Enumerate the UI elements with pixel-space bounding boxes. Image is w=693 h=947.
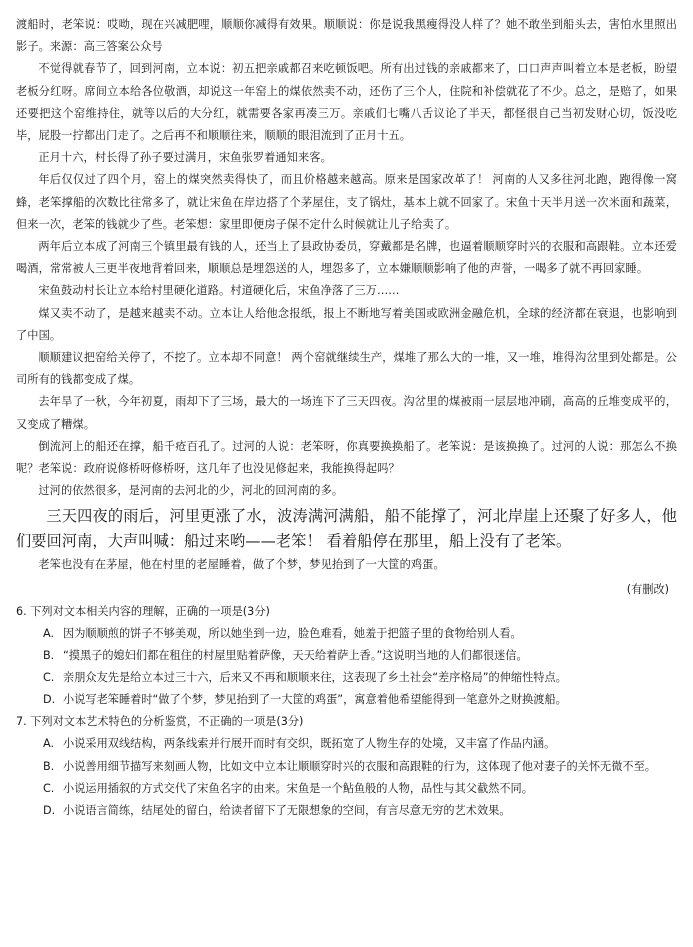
question-6-option-a xyxy=(16,623,677,645)
passage-paragraph-8: 顺顺建议把窑给关停了，不挖了。立本却不同意！ 两个窑就继续生产，煤堆了那么大的一堆，又一堆，堆得沟岔里到处都是。公司所有的钱都变成了煤。 xyxy=(16,351,677,387)
question-7-option-b xyxy=(16,756,677,778)
passage-paragraph-1: 渡船时，老笨说：哎呦，现在兴减肥哩，顺顺你减得有效果。顺顺说：你是说我黑瘦得没人样了？她不敢坐到船头去，害怕水里照出影子。来源：高三答案公众号 xyxy=(16,18,677,54)
passage xyxy=(16,14,677,601)
question-7-stem: 7. 下列对文本艺术特色的分析鉴赏，不正确的一项是(3分) xyxy=(16,715,304,729)
passage-paragraph-3: 正月十六，村长得了孙子要过满月，宋鱼张罗着通知来客。 xyxy=(38,151,332,165)
passage-paragraph-5: 两年后立本成了河南三个镇里最有钱的人，还当上了县政协委员，穿戴都是名牌，也逼着顺顺穿时兴的衣服和高跟鞋。立本还爱喝酒，常常被人三更半夜地背着回来，顺顺总是埋怨送的人，埋怨多了，立本嫌顺顺影响了他的声誉，一喝多了就不再回家睡。 xyxy=(16,240,677,276)
question-6-options xyxy=(16,623,677,712)
option-letter: C. xyxy=(43,781,55,795)
option-text: 因为顺顺煎的饼子不够美观，所以她坐到一边，脸色难看，她羞于把篮子里的食物给别人看。 xyxy=(63,626,522,640)
question-7-options xyxy=(16,733,677,822)
passage-paragraph-6: 宋鱼鼓动村长让立本给村里硬化道路。村道硬化后，宋鱼净落了三万…… xyxy=(38,284,400,298)
option-letter: C. xyxy=(43,671,55,685)
option-text: 小说善用细节描写来刻画人物，比如文中立本让顺顺穿时兴的衣服和高跟鞋的行为，这体现了他对妻子的关怀无微不至。 xyxy=(63,759,656,773)
option-letter: D. xyxy=(43,693,56,707)
option-letter: B. xyxy=(43,759,55,773)
source-note: (有删改) xyxy=(626,582,669,596)
passage-paragraph-9: 去年旱了一秋，今年初夏，雨却下了三场，最大的一场连下了三天四夜。沟岔里的煤被雨一层层地冲刷，高高的丘堆变成平的，又变成了糟煤。 xyxy=(16,395,677,431)
passage-final-paragraph: 老笨也没有在茅屋，他在村里的老屋睡着，做了个梦，梦见抬到了一大筐的鸡蛋。 xyxy=(38,558,445,572)
option-text: 小说采用双线结构，两条线索并行展开而时有交织，既拓宽了人物生存的处境，又丰富了作品内涵。 xyxy=(63,737,556,751)
passage-paragraph-11: 过河的依然很多，是河南的去河北的少，河北的回河南的多。 xyxy=(38,484,344,498)
question-7-option-c xyxy=(16,778,677,800)
passage-large-paragraph: 三天四夜的雨后，河里更涨了水，波涛满河满船，船不能撑了，河北岸崖上还聚了好多人，他们要回河南，大声叫喊：船过来哟——老笨！ 看着船停在那里，船上没有了老笨。 xyxy=(16,507,677,550)
passage-paragraph-7: 煤又卖不动了，是越来越卖不动。立本让人给他念报纸，报上不断地写着美国或欧洲金融危机，全球的经济都在衰退，也影响到了中国。 xyxy=(16,306,677,342)
question-6-stem: 6. 下列对文本相关内容的理解，正确的一项是(3分) xyxy=(16,604,270,618)
question-7-option-d xyxy=(16,800,677,822)
option-text: 小说写老笨睡着时“做了个梦，梦见抬到了一大筐的鸡蛋”，寓意着他希望能得到一笔意外之财换渡船。 xyxy=(63,693,567,707)
option-letter: A. xyxy=(43,626,55,640)
option-text: 小说语言简练，结尾处的留白，给读者留下了无限想象的空间，有言尽意无穷的艺术效果。 xyxy=(63,804,511,818)
option-text: 小说运用插叙的方式交代了宋鱼名字的由来。宋鱼是一个鲇鱼般的人物，品性与其父截然不同。 xyxy=(63,781,533,795)
option-letter: A. xyxy=(43,737,55,751)
passage-paragraph-4: 年后仅仅过了四个月，窑上的煤突然卖得快了，而且价格越来越高。原来是国家改革了！ 河南的人又多往河北跑，跑得像一窝蜂，老笨撑船的次数比往常多了，就让宋鱼在岸边搭了个茅屋住，支了锅灶，基本上就不回家了。宋鱼十天半月送一次米面和蔬菜，但来一次，老笨的钱就少了些。老笨想：家里即便房子保不定什么时候就让儿子给卖了。 xyxy=(16,173,677,231)
question-6-option-b xyxy=(16,645,677,667)
question-6 xyxy=(16,601,677,712)
option-letter: B. xyxy=(43,648,55,662)
question-7 xyxy=(16,711,677,822)
option-letter: D. xyxy=(43,804,56,818)
option-text: “摸黑子的媳妇们都在租住的村屋里贴着萨像，天天给着萨上香。”这说明当地的人们都很迷信。 xyxy=(63,648,528,662)
option-text: 亲朋众友先是给立本过三十六，后来又不再和顺顺来往，这表现了乡土社会“差序格局”的伸缩性特点。 xyxy=(63,671,567,685)
question-6-option-c xyxy=(16,667,677,689)
question-7-option-a xyxy=(16,733,677,755)
passage-paragraph-10: 倒流河上的船还在撑，船千疮百孔了。过河的人说：老笨呀，你真要换换船了。老笨说：是该换换了。过河的人说：那怎么不换呢？老笨说：政府说修桥呀修桥呀，这几年了也没见修起来，我能换得起吗？ xyxy=(16,439,677,476)
passage-paragraph-2: 不觉得就春节了，回到河南，立本说：初五把亲戚都召来吃顿饭吧。所有出过钱的亲戚都来了，口口声声叫着立本是老板，盼望老板分红呀。席间立本给各位敬酒，却说这一年窑上的煤依然卖不动，还伤了三个人，住院和补偿就花了不少。总之，是赔了，如果还要把这个窑维持住，就等以后的大分红，就需要各家再凑三万。亲戚们七嘴八舌议论了半天，都怪很自己当初发财心切，饭没吃毕，屁股一拧都出门走了。之后再不和顺顺往来，顺顺的眼泪流到了正月十五。 xyxy=(16,62,677,143)
question-6-option-d xyxy=(16,689,677,711)
